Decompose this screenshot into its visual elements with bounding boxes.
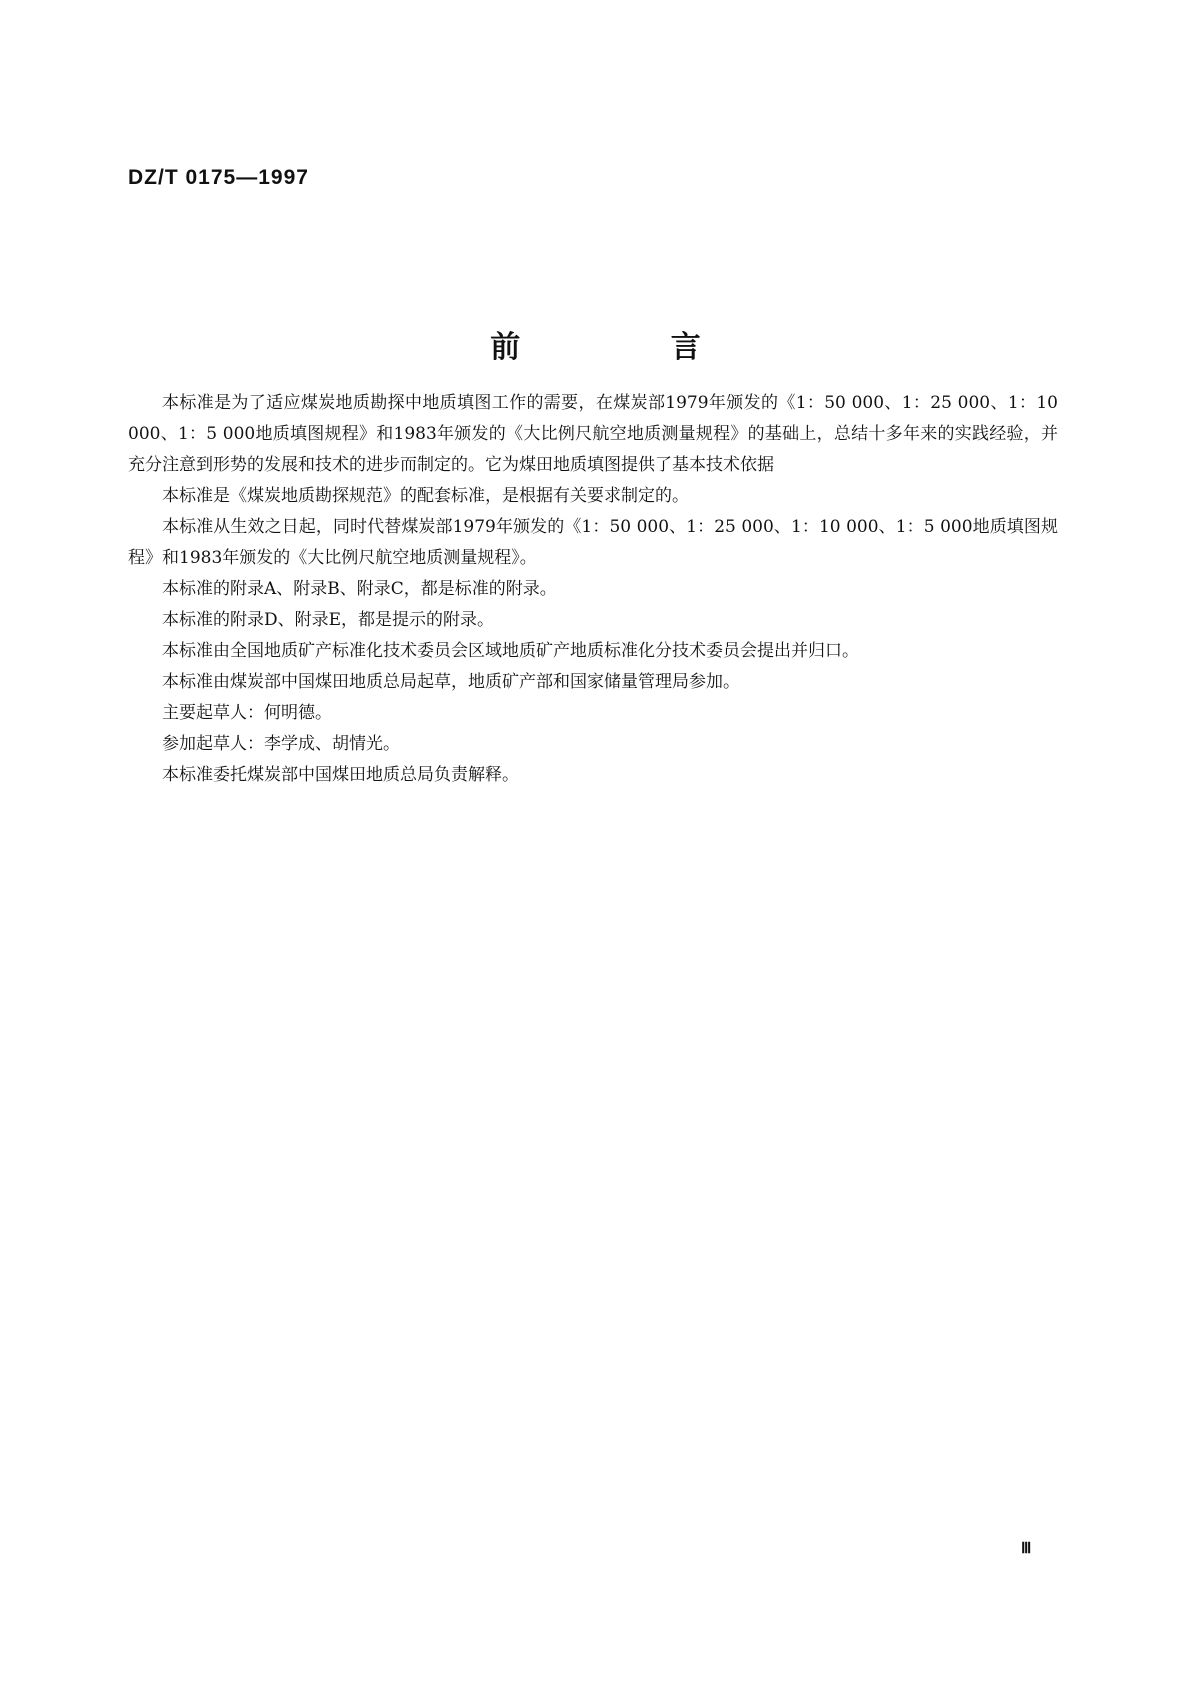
paragraph: 本标准从生效之日起，同时代替煤炭部1979年颁发的《1：50 000、1：25 000、1：10 000、1：5 000地质填图规程》和1983年颁发的《大比例尺航空地质测量规程》。: [128, 517, 1058, 568]
paragraph: 本标准是为了适应煤炭地质勘探中地质填图工作的需要，在煤炭部1979年颁发的《1：50 000、1：25 000、1：10 000、1：5 000地质填图规程》和1983年颁发的《大比例尺航空地质测量规程》的基础上，总结十多年来的实践经验，并充分注意到形势的发展和技术的进步而制定的。它为煤田地质填图提供了基本技术依据: [128, 393, 1058, 475]
paragraph: 本标准的附录A、附录B、附录C，都是标准的附录。: [162, 579, 557, 599]
paragraph: 本标准委托煤炭部中国煤田地质总局负责解释。: [162, 765, 519, 785]
page-title: 前 言: [490, 330, 771, 365]
paragraph: 参加起草人：李学成、胡情光。: [162, 734, 400, 754]
foreword-body: [128, 388, 1058, 791]
paragraph: 本标准由全国地质矿产标准化技术委员会区域地质矿产地质标准化分技术委员会提出并归口。: [162, 641, 859, 661]
paragraph: 本标准是《煤炭地质勘探规范》的配套标准，是根据有关要求制定的。: [162, 486, 689, 506]
paragraph: 本标准的附录D、附录E，都是提示的附录。: [162, 610, 495, 630]
page-number: Ⅲ: [1021, 1541, 1032, 1557]
standard-code: DZ/T 0175—1997: [128, 166, 309, 189]
paragraph: 本标准由煤炭部中国煤田地质总局起草，地质矿产部和国家储量管理局参加。: [162, 672, 740, 692]
paragraph: 主要起草人：何明德。: [162, 703, 332, 723]
